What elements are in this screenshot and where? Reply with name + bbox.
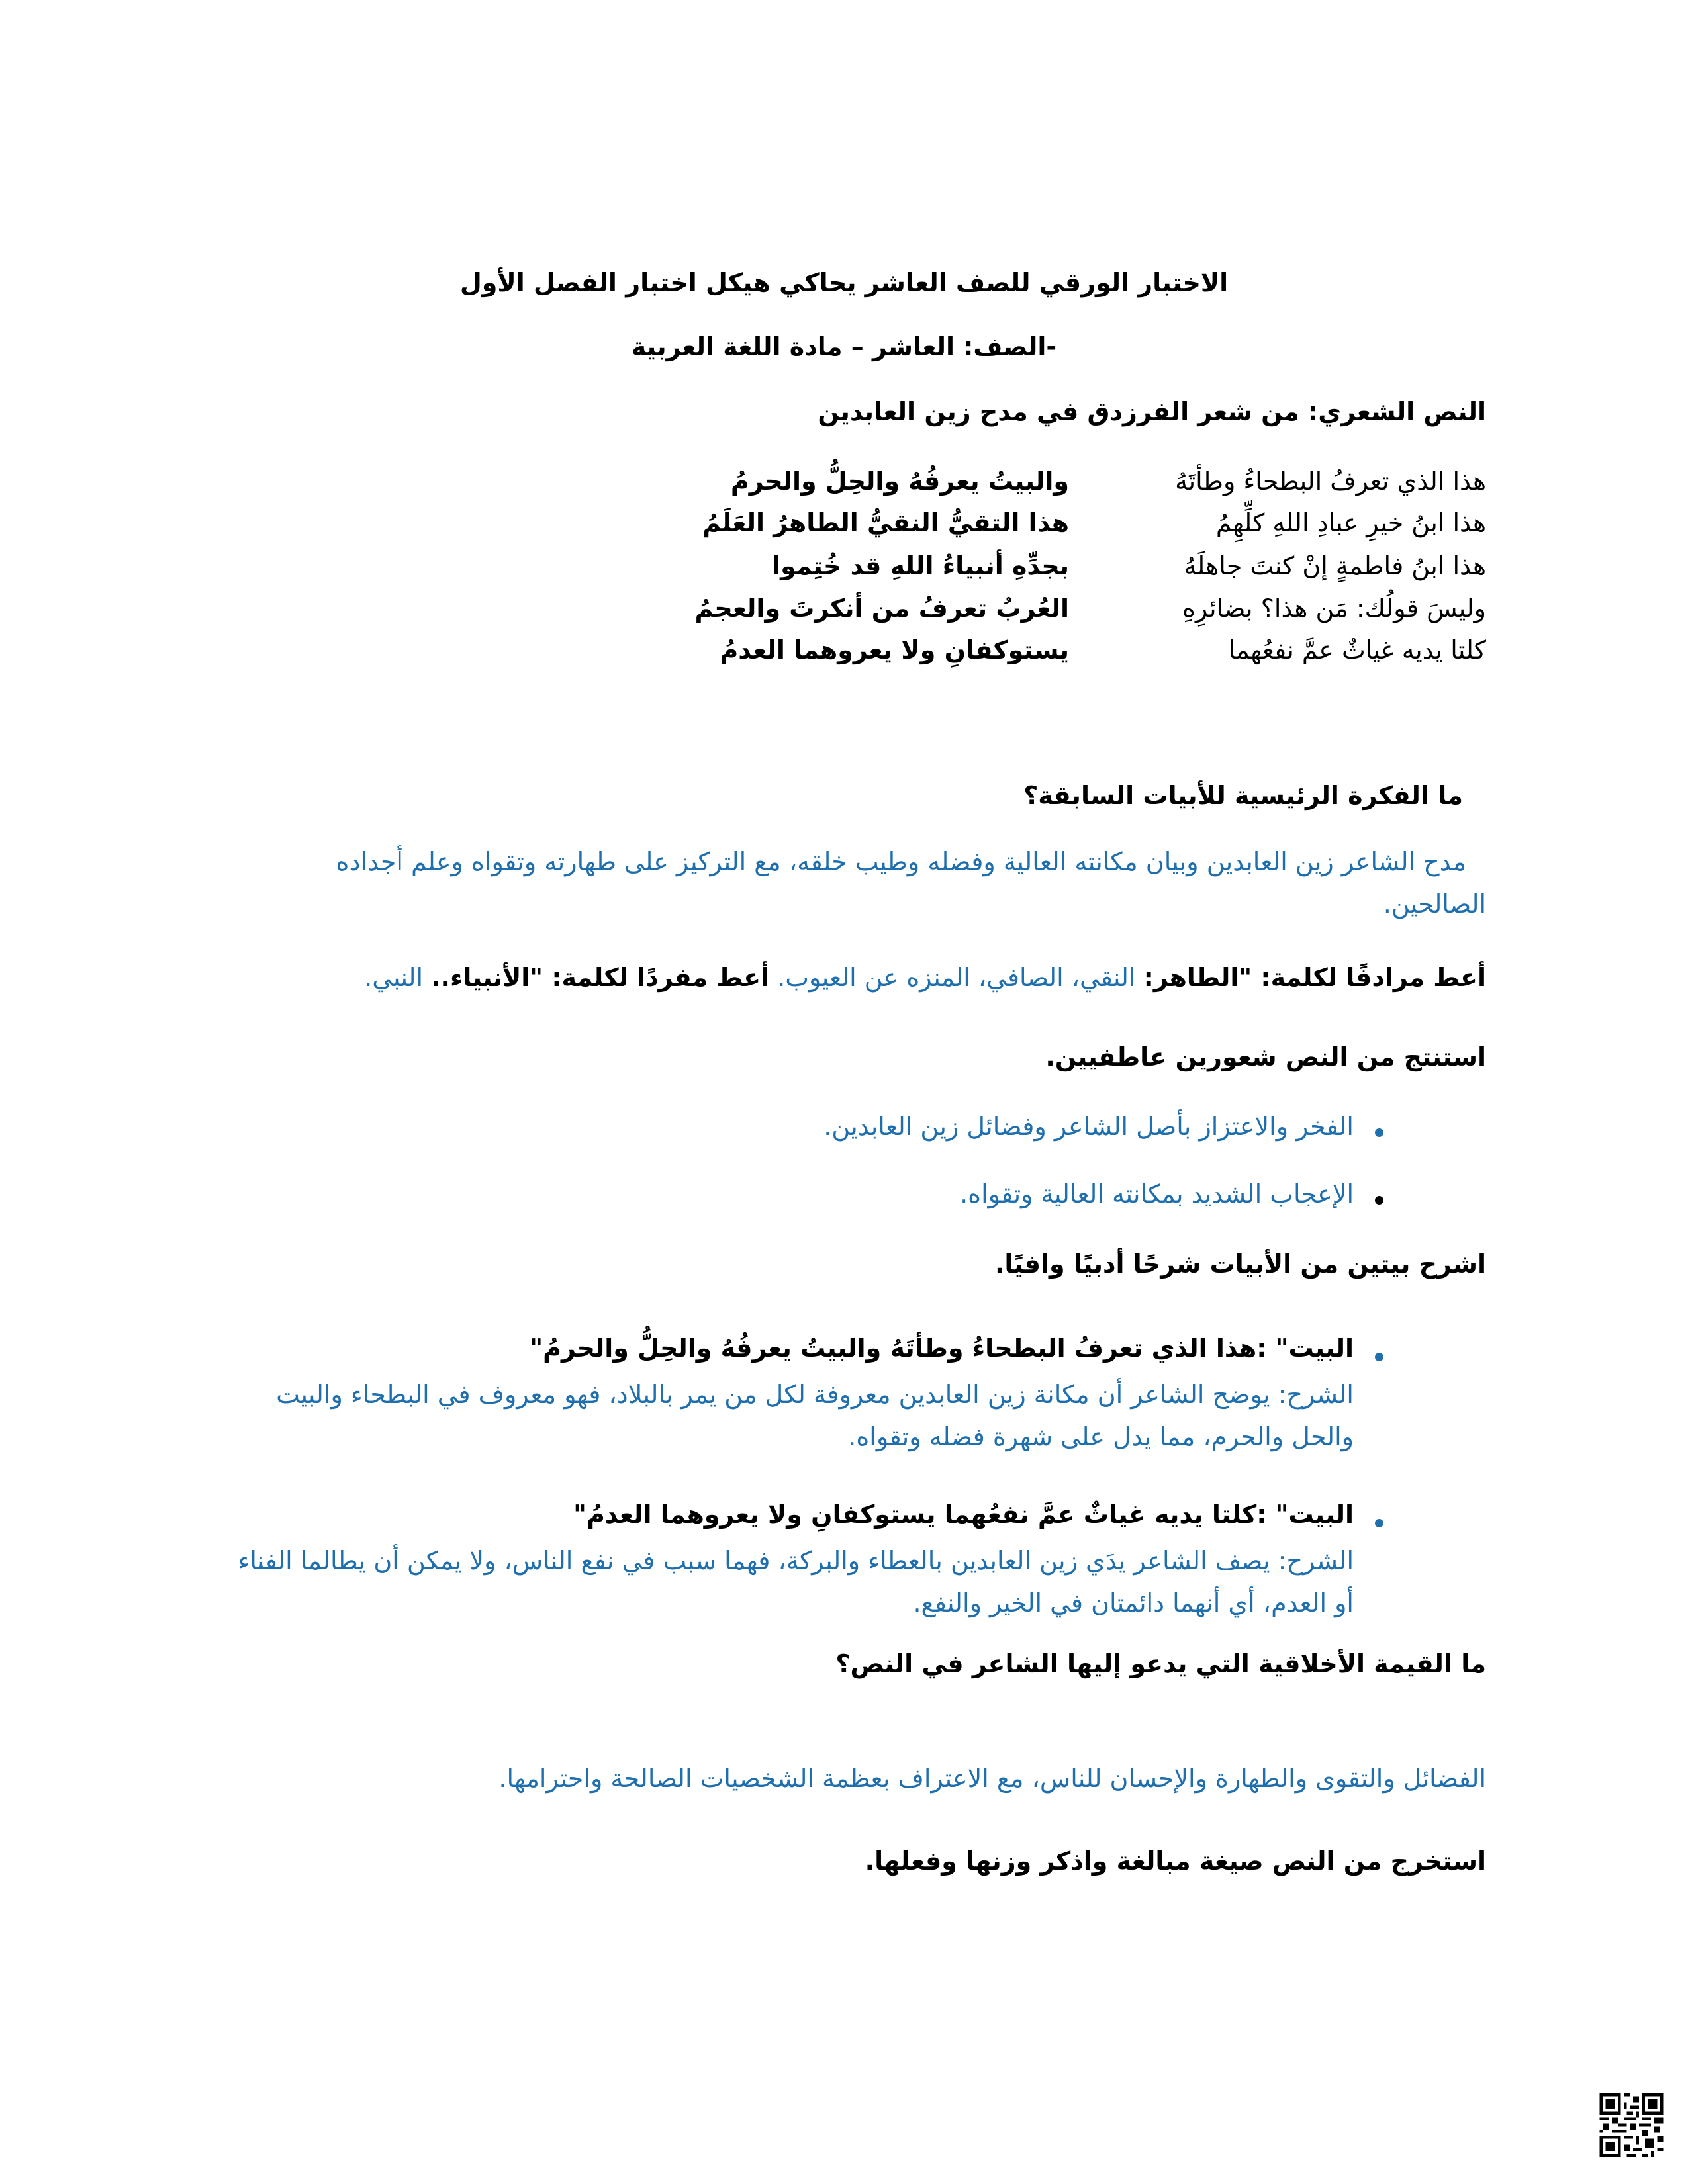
verse-1-second: والبيتُ يعرفُهُ والحِلُّ والحرمُ (730, 467, 1069, 496)
singular-prompt: أعط مفردًا لكلمة: "الأنبياء.. (431, 963, 770, 992)
qr-code-icon (1597, 2093, 1665, 2157)
verse-4-second: العُربُ تعرفُ من أنكرتَ والعجمُ (694, 594, 1069, 623)
bullet-icon (1375, 1196, 1383, 1205)
synonym-singular-line (364, 963, 1486, 992)
explained-verse-1: البيت" :هذا الذي تعرفُ البطحاءُ وطأتَهُ والبيتُ يعرفُهُ والحِلُّ والحرمُ" (530, 1334, 1354, 1363)
synonym-prompt: أعط مرادفًا لكلمة: "الطاهر: (1143, 963, 1486, 992)
answer-main-idea: مدح الشاعر زين العابدين وبيان مكانته العالية وفضله وطيب خلقه، مع التركيز على طهارته وتقواه وعلم أجداده الصالحين. (336, 847, 1486, 919)
verse-3-second: بجدِّهِ أنبياءُ اللهِ قد خُتِموا (772, 551, 1069, 580)
verse-5-second: يستوكفانِ ولا يعروهما العدمُ (720, 635, 1069, 664)
explained-verse-2: البيت" :كلتا يديه غياثٌ عمَّ نفعُهما يستوكفانِ ولا يعروهما العدمُ" (573, 1500, 1354, 1529)
singular-answer: النبي. (364, 963, 424, 992)
question-explain-verses: اشرح بيتين من الأبيات شرحًا أدبيًا وافيًا. (994, 1250, 1486, 1279)
answer-moral-value: الفضائل والتقوى والطهارة والإحسان للناس، مع الاعتراف بعظمة الشخصيات الصالحة واحترامها. (498, 1764, 1486, 1793)
question-main-idea: ما الفكرة الرئيسية للأبيات السابقة؟ (1023, 781, 1463, 810)
explanation-2: الشرح: يصف الشاعر يدَي زين العابدين بالعطاء والبركة، فهما سبب في نفع الناس، ولا يمكن أن يطالما الفناء أو العدم، أي أنهما دائمتان في الخير والنفع. (238, 1546, 1354, 1617)
bullet-icon (1375, 1128, 1383, 1137)
bullet-icon (1375, 1353, 1383, 1361)
verse-2-second: هذا التقيُّ النقيُّ الطاهرُ العَلَمُ (702, 508, 1069, 537)
explanation-1: الشرح: يوضح الشاعر أن مكانة زين العابدين معروفة لكل من يمر بالبلاد، فهو معروف في البطحاء والبيت والحل والحرم، مما يدل على شهرة فضله وتقواه. (276, 1380, 1354, 1451)
bullet-icon (1375, 1519, 1383, 1527)
synonym-answer: النقي، الصافي، المنزه عن العيوب. (777, 963, 1136, 992)
question-emotions: استنتج من النص شعورين عاطفيين. (1045, 1042, 1486, 1071)
verse-3-first: هذا ابنُ فاطمةٍ إنْ كنتَ جاهلَهُ (1184, 551, 1486, 580)
question-exaggeration-form: استخرج من النص صيغة مبالغة واذكر وزنها وفعلها. (865, 1846, 1486, 1876)
verse-1-first: هذا الذي تعرفُ البطحاءُ وطأتَهُ (1175, 467, 1486, 496)
verse-4-first: وليسَ قولُك: مَن هذا؟ بضائرِهِ (1182, 594, 1486, 623)
emotion-answer-1: الفخر والاعتزاز بأصل الشاعر وفضائل زين العابدين. (823, 1112, 1354, 1141)
question-moral-value: ما القيمة الأخلاقية التي يدعو إليها الشاعر في النص؟ (835, 1649, 1486, 1678)
emotion-answer-2: الإعجاب الشديد بمكانته العالية وتقواه. (960, 1179, 1354, 1208)
verse-2-first: هذا ابنُ خيرِ عبادِ اللهِ كلِّهِمُ (1215, 508, 1486, 537)
verse-5-first: كلتا يديه غياثٌ عمَّ نفعُهما (1228, 635, 1486, 664)
page-subtitle: -الصف: العاشر – مادة اللغة العربية (631, 332, 1057, 361)
page-title: الاختبار الورقي للصف العاشر يحاكي هيكل اختبار الفصل الأول (459, 268, 1229, 297)
poem-heading: النص الشعري: من شعر الفرزدق في مدح زين العابدين (818, 397, 1486, 426)
